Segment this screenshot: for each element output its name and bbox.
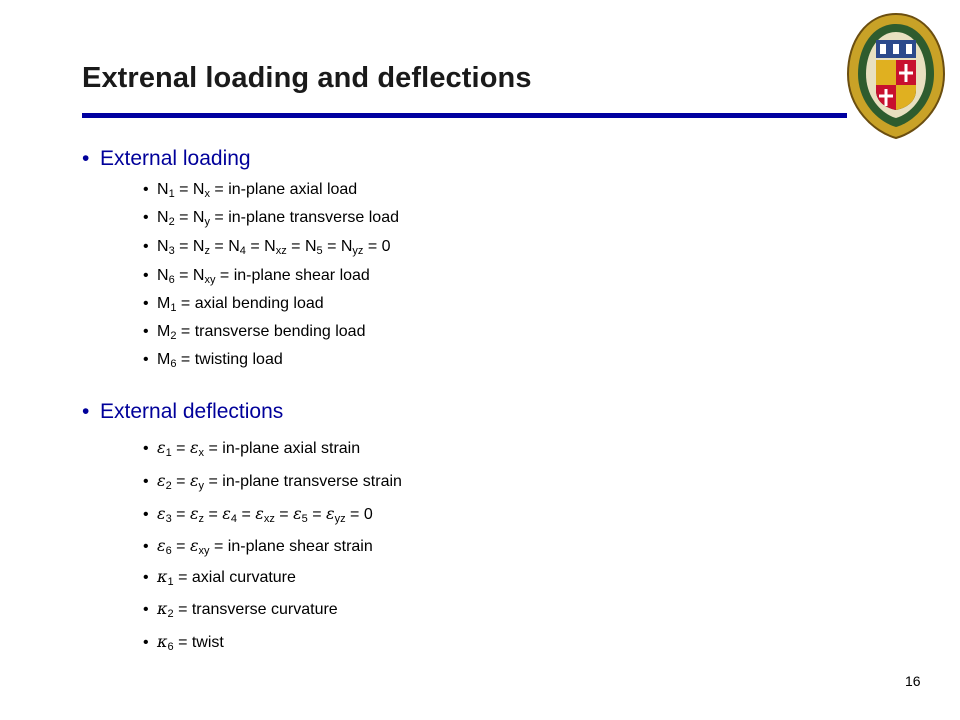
bullet-icon: • [143,267,149,284]
title-underline [82,113,847,118]
bullet-icon: • [143,238,149,255]
list-item: • $M_2$ = transverse bending load [143,323,366,342]
list-item: • $\kappa_6$ = twist [143,632,224,653]
list-item: • $M_6$ = twisting load [143,351,283,370]
bullet-icon: • [143,440,149,457]
university-seal-icon [846,12,946,140]
bullet-icon: • [143,538,149,555]
bullet-icon: • [143,506,149,523]
list-item: • $\varepsilon_2 = \varepsilon_y$ = in-plane transverse strain [143,471,402,492]
bullet-icon: • [143,634,149,651]
bullet-icon: • [143,209,149,226]
section-heading-external-deflections: • External deflections [82,400,284,423]
bullet-icon: • [143,323,149,340]
list-item: • $\kappa_1$ = axial curvature [143,567,296,588]
bullet-icon: • [82,400,90,423]
bullet-icon: • [143,569,149,586]
bullet-icon: • [82,147,90,170]
section-heading-external-loading: • External loading [82,147,251,170]
bullet-icon: • [143,601,149,618]
list-item: • $\varepsilon_3 = \varepsilon_z = \varepsilon_4 = \varepsilon_{xz} = \varepsilon_5 = \varepsilon_{yz} = 0$ [143,504,373,525]
list-item: • $M_1$ = axial bending load [143,295,324,314]
list-item: • $\kappa_2$ = transverse curvature [143,599,338,620]
bullet-icon: • [143,181,149,198]
bullet-icon: • [143,473,149,490]
list-item: • $N_2 = N_y$ = in-plane transverse load [143,209,399,228]
list-item: • $N_3 = N_z = N_4 = N_{xz} = N_5 = N_{yz} = 0$ [143,238,391,257]
list-item: • $N_6 = N_{xy}$ = in-plane shear load [143,267,370,286]
list-item: • $\varepsilon_6 = \varepsilon_{xy}$ = in-plane shear strain [143,536,373,557]
slide-number: 16 [905,673,921,689]
slide-title: Extrenal loading and deflections [82,62,532,94]
bullet-icon: • [143,351,149,368]
bullet-icon: • [143,295,149,312]
list-item: • $N_1 = N_x$ = in-plane axial load [143,181,358,200]
list-item: • $\varepsilon_1 = \varepsilon_x$ = in-plane axial strain [143,438,361,459]
